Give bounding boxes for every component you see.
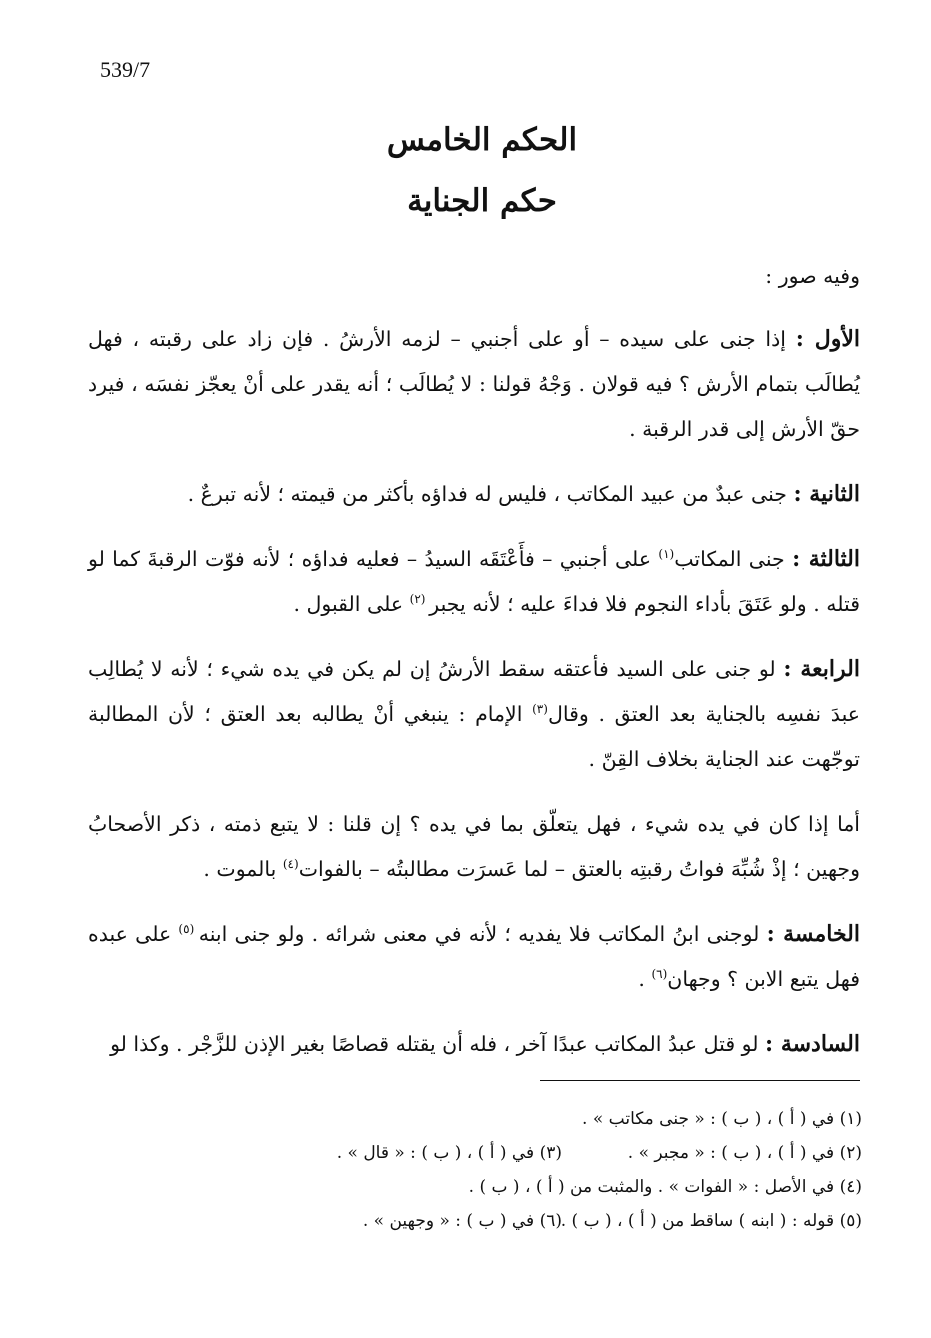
main-text bbox=[88, 254, 860, 1087]
section-fourth-continued bbox=[88, 802, 860, 892]
section-term: الرابعة : bbox=[783, 656, 860, 682]
section-term: الأول : bbox=[795, 326, 860, 352]
footnote-marker: (٦) bbox=[651, 967, 668, 982]
section-sixth bbox=[88, 1022, 860, 1067]
footnote-marker: (٢) bbox=[409, 592, 430, 607]
section-text: على أجنبي – فأَعْتَقَه السيدُ – فعليه فداؤه ؛ لأنه فوّت الرقبةَ كما لو قتله . ولو عَتَقَ بأداء النجوم فلا فداءَ عليه ؛ لأنه يجبر bbox=[88, 547, 860, 616]
footnotes bbox=[120, 1102, 862, 1238]
section-third bbox=[88, 537, 860, 627]
section-text: . bbox=[638, 967, 652, 991]
section-text: لو جنى على السيد فأعتقه سقط الأرشُ إن لم يكن في يده شيء ؛ لأنه لا يُطالِب عبدَ نفسِه بالجناية بعد العتق . وقال bbox=[88, 657, 860, 726]
section-text: على عبده فهل يتبع الابن ؟ وجهان bbox=[88, 922, 860, 991]
section-text: لوجنى ابنُ المكاتب فلا يفديه ؛ لأنه في معنى شرائه . ولو جنى ابنه bbox=[198, 922, 767, 946]
section-fifth bbox=[88, 912, 860, 1002]
section-term: الثالثة : bbox=[792, 546, 860, 572]
footnote-6: (٦) في ( ب ) : « وجهين » . bbox=[362, 1211, 562, 1231]
section-fourth bbox=[88, 647, 860, 782]
footnote-row bbox=[120, 1136, 862, 1170]
footnote-4: (٤) في الأصل : « الفوات » . والمثبت من ( أ ) ، ( ب ) . bbox=[468, 1177, 862, 1197]
section-text: الإمام : ينبغي أنْ يطالبه بعد العتق ؛ لأن المطالبة توجّهت عند الجناية بخلاف القِنّ . bbox=[88, 702, 860, 771]
footnote-3: (٣) في ( أ ) ، ( ب ) : « قال » . bbox=[336, 1143, 562, 1163]
intro-line: وفيه صور : bbox=[765, 264, 860, 288]
footnote-marker: (٥) bbox=[178, 922, 199, 937]
footnote-marker: (٣) bbox=[532, 702, 548, 717]
section-first bbox=[88, 317, 860, 452]
footnote-5: (٥) قوله : ( ابنه ) ساقط من ( أ ) ، ( ب ) . bbox=[560, 1211, 862, 1231]
footnote-marker: (٤) bbox=[282, 857, 299, 872]
footnote-2: (٢) في ( أ ) ، ( ب ) : « مجبر » . bbox=[627, 1143, 862, 1163]
footnote-1: (١) في ( أ ) ، ( ب ) : « جنى مكاتب » . bbox=[582, 1109, 862, 1129]
section-text: جنى المكاتب bbox=[674, 547, 793, 571]
footnote-marker: (١) bbox=[658, 547, 675, 562]
section-term: الخامسة : bbox=[766, 921, 860, 947]
footnote-row bbox=[120, 1170, 862, 1204]
section-text: لو قتل عبدُ المكاتب عبدًا آخر ، فله أن يقتله قصاصًا بغير الإذن للزَّجْر . وكذا لو bbox=[110, 1032, 766, 1056]
footnote-divider bbox=[540, 1080, 860, 1081]
section-term: الثانية : bbox=[793, 481, 860, 507]
subject-heading: حكم الجناية bbox=[407, 183, 557, 219]
section-text: على القبول . bbox=[293, 592, 410, 616]
section-text: بالموت . bbox=[203, 857, 283, 881]
section-text: جنى عبدٌ من عبيد المكاتب ، فليس له فداؤه بأكثر من قيمته ؛ لأنه تبرعٌ . bbox=[187, 482, 794, 506]
section-second bbox=[88, 472, 860, 517]
chapter-heading: الحكم الخامس bbox=[386, 122, 578, 158]
section-term: السادسة : bbox=[765, 1031, 860, 1057]
section-text: أما إذا كان في يده شيء ، فهل يتعلّق بما في يده ؟ إن قلنا : لا يتبع ذمته ، ذكر الأصحابُ وجهين ؛ إذْ شُبِّهَ فواتُ رقبتِه بالعتق – لما عَسرَت مطالبتُه – بالفوات bbox=[88, 812, 860, 881]
footnote-row bbox=[120, 1102, 862, 1136]
section-text: إذا جنى على سيده – أو على أجنبي – لزمه الأرشُ . فإن زاد على رقبته ، فهل يُطالَب بتمام الأرش ؟ فيه قولان . وَجْهُ قولنا : لا يُطالَب ؛ أنه يقدر على أنْ يعجّز نفسَه ، فيرد حقّ الأرش إلى قدر الرقبة . bbox=[88, 327, 860, 441]
page-reference-number: 539/7 bbox=[100, 57, 151, 82]
footnote-row bbox=[120, 1204, 862, 1238]
